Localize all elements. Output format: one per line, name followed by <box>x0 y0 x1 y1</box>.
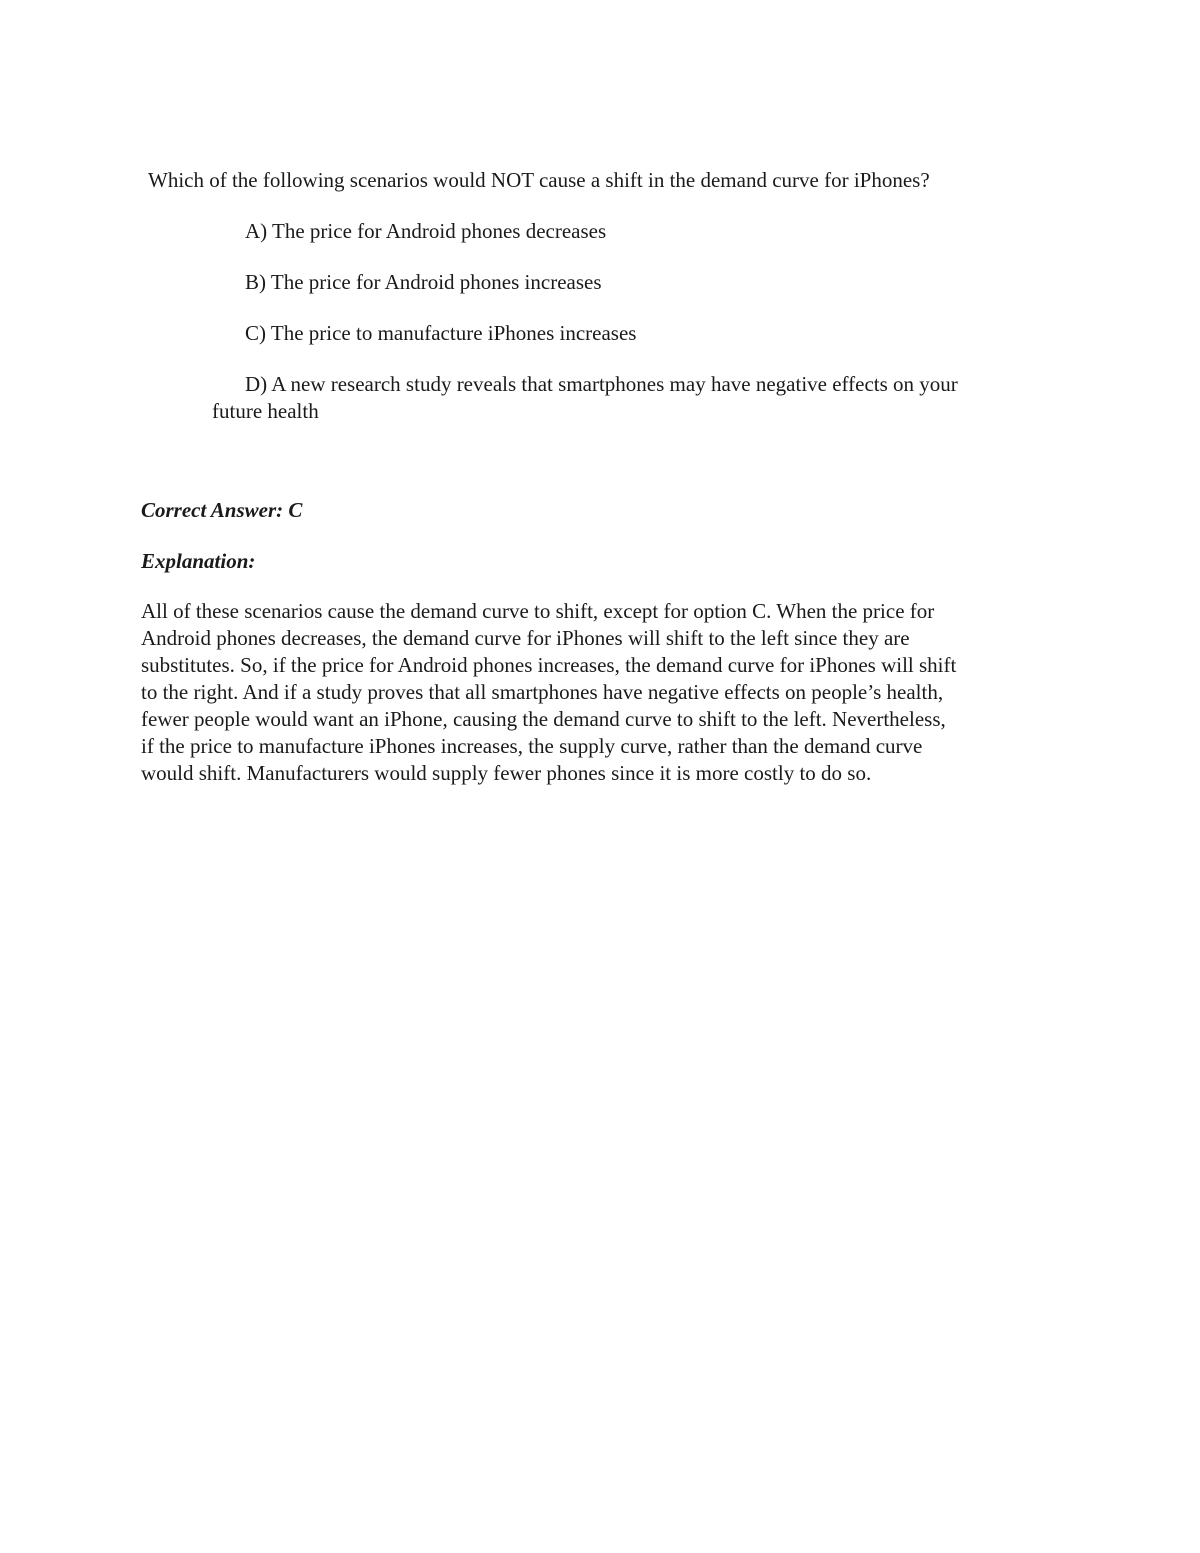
explanation-line: substitutes. So, if the price for Android phones increases, the demand curve for iPhones will shift <box>141 653 957 677</box>
explanation-line: would shift. Manufacturers would supply fewer phones since it is more costly to do so. <box>141 761 872 785</box>
explanation-line: fewer people would want an iPhone, causing the demand curve to shift to the left. Nevertheless, <box>141 707 946 731</box>
correct-answer: Correct Answer: C <box>141 498 303 522</box>
explanation-line: if the price to manufacture iPhones increases, the supply curve, rather than the demand curve <box>141 734 923 758</box>
option-c: C) The price to manufacture iPhones increases <box>245 321 637 345</box>
explanation-line: to the right. And if a study proves that all smartphones have negative effects on people’s health, <box>141 680 944 704</box>
explanation-body <box>141 598 956 787</box>
question-text: Which of the following scenarios would NOT cause a shift in the demand curve for iPhones? <box>148 168 930 192</box>
option-b: B) The price for Android phones increases <box>245 270 602 294</box>
explanation-heading: Explanation: <box>141 549 256 573</box>
explanation-line: Android phones decreases, the demand curve for iPhones will shift to the left since they are <box>141 626 910 650</box>
explanation-line: All of these scenarios cause the demand curve to shift, except for option C. When the price for <box>141 599 935 623</box>
option-a: A) The price for Android phones decreases <box>245 219 607 243</box>
option-d-line-1: D) A new research study reveals that smartphones may have negative effects on your <box>245 372 958 396</box>
option-d-line-2: future health <box>212 399 319 423</box>
